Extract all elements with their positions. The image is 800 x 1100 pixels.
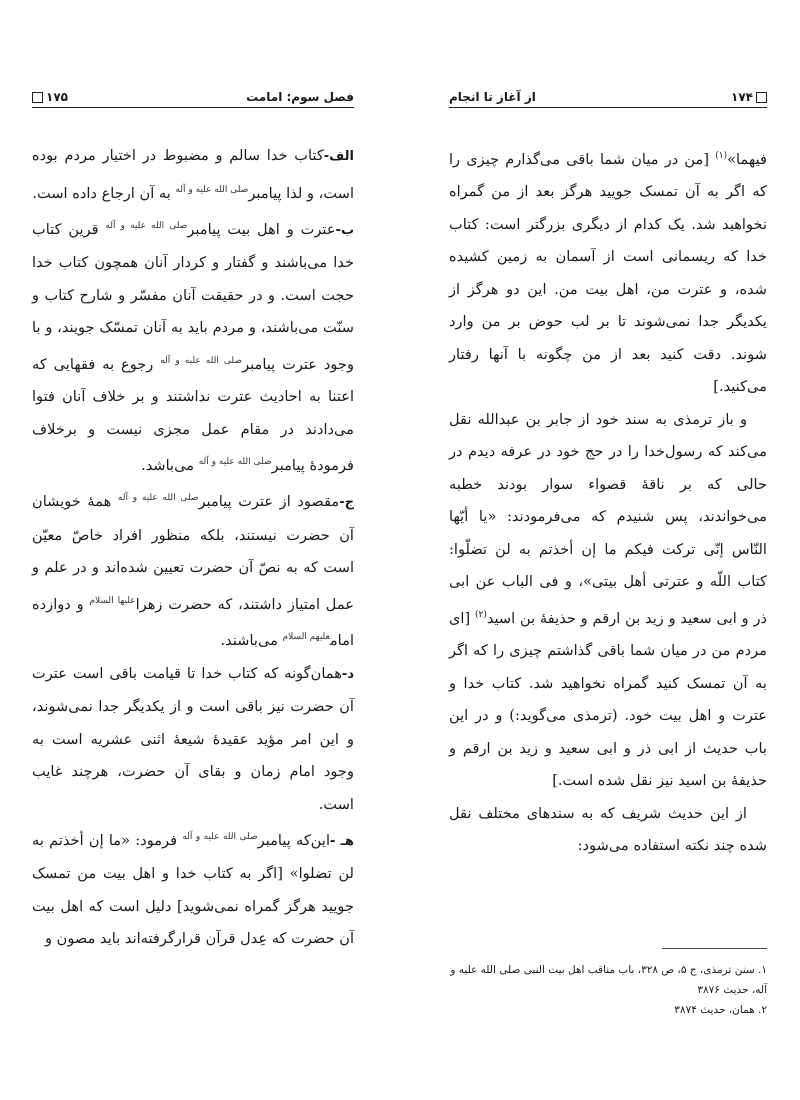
honorific: صلی الله علیه و آله [117, 493, 199, 504]
honorific: صلی الله علیه و آله [175, 184, 249, 195]
right-page [400, 0, 800, 1100]
right-page-header [449, 82, 767, 108]
paragraph: و باز ترمذی به سند خود از جابر بن عبدالله نقل می‌کند که رسول‌خدا را در حج خود در عرفه دیدم در حالی که بر ناقهٔ قصواء سوار بودند خطبه می‌خواندند، پس شنیدم که می‌فرمودند: «یا أیّها النّاس إنّی ترکت فیکم ما إن أخذتم به لن تضلّوا: کتاب اللّه و عترتی أهل بیتی»، و فی الباب عن ابی ذر و ابی سعید و زید بن ارقم و حذیفهٔ بن اسید$^{(۲)}$ [ای مردم من در میان شما باقی گذاشتم چیزی را که اگر به آن تمسک کنید گمراه نخواهید شد. کتاب خدا و عترت و اهل بیت خود. (ترمذی می‌گوید:) و در این باب حدیث از ابی ذر و ابی سعید و زید بن ارقم و حذیفهٔ بن اسید نیز نقل شده است.] [449, 410, 768, 790]
square-icon [32, 92, 43, 103]
honorific: صلی الله علیه و آله [182, 832, 258, 843]
honorific: صلی الله علیه و آله [198, 457, 272, 468]
left-page-body [32, 140, 354, 956]
footnote-divider [662, 948, 767, 949]
paragraph: فیهما»$^{(۱)}$ [من در میان شما باقی می‌گذارم چیزی را که اگر به آن تمسک جویید هرگز بعد از من گمراه نخواهید شد. یک کدام از دیگری بزرگتر است: کتاب خدا که ریسمانی است از آسمان به زمین کشیده شده، و عترت من، اهل بیت من. این دو هرگز از یکدیگر جدا نمی‌شوند تا بر لب حوض بر من وارد شوند. دقت کنید بعد از من چگونه با آنها رفتار می‌کنید.] [449, 150, 767, 396]
paragraph: ب-عترت و اهل بیت پیامبر$^{صلی الله علیه و آله}$ قرین کتاب خدا می‌باشند و گفتار و کردار آنان همچون کتاب خدا حجت است. و در حقیقت آنان مفسّر و شارح کتاب و سنّت می‌باشند، و مردم باید به آنان تمسّک جویند، و با وجود عترت پیامبر$^{صلی الله علیه و آله}$ رجوع به فقهایی که اعتنا به احادیث عترت نداشتند و بر خلاف آنان فتوا می‌دادند در مقام عمل مجزی نیست و برخلاف فرمودهٔ پیامبر$^{صلی الله علیه و آله}$ می‌باشد. [32, 220, 355, 474]
footnote-ref: (۲) [474, 609, 487, 620]
honorific: علیهم السلام [282, 632, 330, 643]
footnotes [449, 960, 767, 1020]
footnote-ref: (۱) [715, 151, 728, 161]
page-number: ۱۷۴ [731, 90, 767, 104]
honorific: صلی الله علیه و آله [160, 355, 243, 366]
right-page-body [449, 140, 767, 863]
paragraph: د-همان‌گونه که کتاب خدا تا قیامت باقی است عترت آن حضرت نیز باقی است و از یکدیگر جدا نمی‌شوند، و این امر مؤید عقیدهٔ شیعهٔ اثنی عشریه است به وجود امام زمان و بقای آن حضرت، هرچند غایب است. [32, 664, 354, 813]
square-icon [756, 92, 767, 103]
paragraph: ج-مقصود از عترت پیامبر$^{صلی الله علیه و آله}$ همهٔ خویشان آن حضرت نیستند، بلکه منظور افراد خاصّ معیّن است که به نصّ آن حضرت تعیین شده‌اند و در علم و عمل امتیاز داشتند، که حضرت زهرا$^{علیها السلام}$ و دوازده امام$^{علیهم السلام}$ می‌باشند. [32, 493, 355, 650]
paragraph: الف-کتاب خدا سالم و مضبوط در اختیار مردم بوده است، و لذا پیامبر$^{صلی الله علیه و آله}$ به آن ارجاع داده است. [32, 147, 354, 202]
paragraph: هـ -این‌که پیامبر$^{صلی الله علیه و آله}$ فرمود: «ما إن أخذتم به لن تضلوا» [اگر به کتاب خدا و اهل بیت من تمسک جویید هرگز گمراه نمی‌شوید] دلیل است که اهل بیت آن حضرت که عِدل قرآن قرارگرفته‌اند باید مصون و [32, 831, 355, 948]
paragraph: از این حدیث شریف که به سندهای مختلف نقل شده چند نکته استفاده می‌شود: [449, 804, 767, 855]
footnote: ۲. همان، حدیث ۳۸۷۴ [674, 1004, 767, 1016]
honorific: صلی الله علیه و آله [105, 220, 188, 231]
running-title: از آغاز تا انجام [449, 90, 536, 104]
footnote: ۱. سنن ترمذی، ج ۵، ص ۳۲۸، باب مناقب اهل بیت النبی صلی الله علیه و آله، حدیث ۳۸۷۶ [450, 964, 767, 996]
honorific: علیها السلام [89, 595, 136, 606]
running-title: فصل سوم: امامت [246, 90, 354, 104]
page-number: ۱۷۵ [32, 90, 68, 104]
left-page-header [32, 82, 354, 108]
